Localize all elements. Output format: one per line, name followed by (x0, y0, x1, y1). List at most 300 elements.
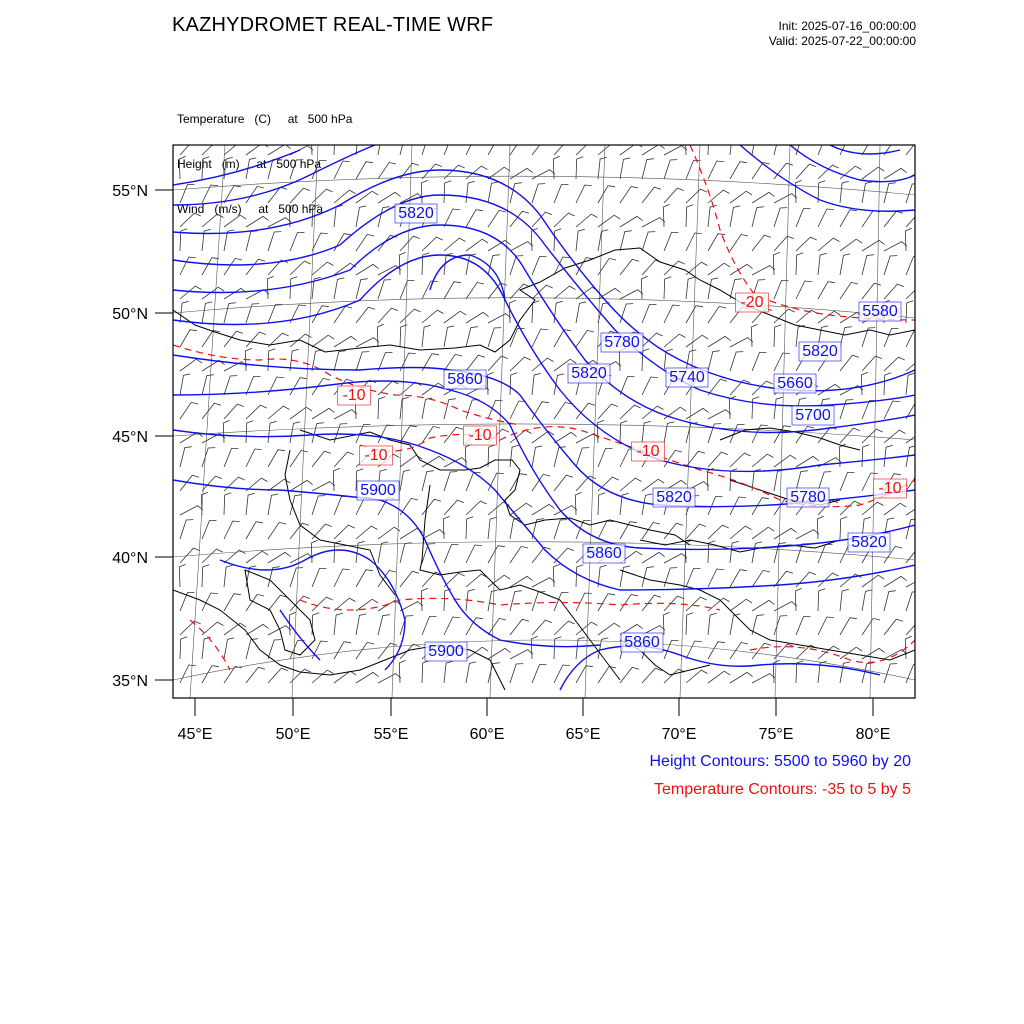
wind-barb (246, 231, 258, 251)
wind-barb (862, 401, 877, 420)
wind-barb (532, 431, 554, 443)
wind-barb (620, 216, 643, 227)
wind-barb (796, 237, 817, 251)
wind-barb (356, 338, 379, 347)
wind-barb (796, 209, 811, 228)
wind-barb (202, 521, 217, 540)
wind-barb (290, 378, 307, 395)
wind-barb (510, 503, 532, 515)
wind-barb (378, 235, 397, 251)
wind-barb (378, 397, 385, 419)
wind-barb (531, 636, 537, 659)
lat-label: 55°N (112, 183, 148, 200)
wind-barb (510, 183, 522, 203)
wind-barb (686, 161, 701, 180)
wind-barb (840, 400, 853, 419)
wind-barb (356, 526, 378, 539)
wind-barb (466, 545, 482, 563)
wind-barb (576, 185, 592, 203)
wind-barb (488, 663, 500, 683)
wind-barb (818, 545, 833, 564)
wind-barb (554, 402, 572, 419)
wind-barb (906, 620, 926, 635)
wind-barb (774, 528, 797, 539)
wind-barb (466, 239, 488, 251)
wind-barb (268, 522, 286, 539)
map-title: KAZHYDROMET REAL-TIME WRF (172, 14, 494, 36)
wind-barb (466, 517, 473, 539)
wind-barb (795, 180, 801, 203)
wind-barb (598, 477, 619, 491)
wind-barb (224, 142, 246, 155)
wind-barb (818, 282, 835, 299)
wind-barb (554, 447, 566, 467)
wind-barb (884, 576, 907, 587)
wind-barb (510, 256, 523, 275)
wind-barb (224, 594, 241, 611)
wind-barb (576, 141, 597, 155)
wind-barb (488, 314, 511, 323)
wind-barb (334, 525, 355, 539)
wind-barb (840, 473, 855, 492)
wind-barb (554, 185, 569, 204)
wind-barb (708, 306, 726, 323)
wind-barb (576, 448, 589, 467)
wind-barb (796, 164, 816, 179)
wind-barb (620, 405, 641, 419)
wind-barb (290, 261, 311, 275)
wind-barb (223, 420, 229, 443)
wind-barb (334, 424, 347, 443)
wind-barb (862, 182, 872, 203)
wind-barb (774, 353, 790, 371)
wind-barb (884, 401, 900, 419)
wind-barb (752, 266, 775, 275)
wind-barb (400, 470, 410, 491)
wind-barb (290, 277, 297, 299)
wind-barb (730, 642, 748, 659)
wind-barb (752, 207, 764, 227)
wind-barb (752, 643, 771, 659)
wind-barb (180, 185, 195, 204)
wind-barb (752, 527, 774, 539)
wind-barb (510, 168, 533, 179)
wind-barb (224, 376, 237, 395)
wind-barb (664, 146, 687, 155)
wind-barb (664, 277, 671, 299)
lon-label: 75°E (758, 726, 794, 743)
wind-barb (685, 132, 691, 155)
wind-barb (620, 259, 639, 275)
wind-barb (290, 568, 303, 587)
wind-barb (444, 282, 461, 299)
wind-barb (642, 187, 661, 203)
wind-barb (906, 578, 929, 587)
wind-barb (400, 602, 423, 611)
wind-barb (268, 450, 285, 467)
wind-barb (334, 410, 357, 419)
wind-barb (752, 542, 762, 563)
wind-barb (400, 571, 419, 587)
wind-barb (598, 215, 620, 227)
contour-label: 5900 (360, 482, 396, 499)
wind-barb (444, 500, 464, 515)
wind-barb (246, 216, 269, 227)
wind-barb (202, 622, 224, 635)
wind-barb (268, 668, 288, 683)
wind-barb (708, 190, 730, 203)
wind-barb (708, 452, 728, 467)
wind-barb (862, 240, 885, 251)
wind-barb (488, 356, 508, 371)
wind-barb (356, 614, 366, 635)
wind-barb (532, 504, 555, 515)
wind-barb (224, 157, 233, 179)
wind-barb (202, 666, 219, 683)
wind-barb (554, 520, 567, 539)
wind-barb (268, 552, 291, 563)
wind-barb (290, 450, 308, 467)
wind-barb (664, 233, 679, 252)
wind-barb (400, 309, 421, 323)
wind-barb (774, 455, 796, 467)
wind-barb (708, 410, 731, 419)
wind-barb (818, 458, 841, 467)
wind-barb (774, 194, 797, 203)
wind-barb (554, 330, 571, 347)
wind-barb (202, 637, 211, 659)
wind-barb (730, 234, 748, 251)
wind-barb (862, 445, 869, 467)
wind-barb (818, 253, 827, 275)
wind-barb (378, 280, 391, 299)
wind-barb (268, 595, 287, 611)
contour-label: -10 (636, 443, 660, 460)
wind-barb (510, 591, 522, 611)
wind-barb (664, 305, 680, 323)
contour-label: 5900 (428, 643, 464, 660)
wind-barb (664, 261, 685, 275)
wind-barb (246, 421, 253, 443)
lat-axis (112, 183, 148, 690)
wind-barb (730, 206, 740, 227)
wind-barb (576, 229, 585, 251)
wind-barb (906, 257, 921, 276)
wind-barb (312, 451, 331, 467)
wind-barb (465, 444, 471, 467)
field-height: Height (m) at 500 hPa (177, 157, 322, 171)
wind-barb (224, 404, 244, 419)
wind-barb (268, 626, 291, 635)
wind-barb (422, 544, 435, 563)
wind-barb (268, 144, 291, 155)
wind-barb (576, 593, 592, 611)
wind-barb (708, 161, 724, 179)
wind-barb (884, 664, 897, 683)
wind-barb (180, 637, 187, 659)
wind-barb (378, 162, 396, 179)
wind-barb (598, 666, 616, 683)
wind-barb (598, 142, 620, 155)
wind-barb (796, 253, 803, 275)
wind-barb (598, 288, 621, 299)
wind-barb (796, 572, 816, 587)
wind-barb (333, 468, 339, 491)
temperature-legend: Temperature Contours: -35 to 5 by 5 (653, 781, 911, 798)
wind-barb (664, 407, 686, 419)
wind-barb (906, 285, 927, 299)
wind-barb (312, 423, 324, 443)
wind-barb (466, 618, 483, 635)
wind-barb (752, 353, 767, 372)
wind-barb (268, 232, 281, 251)
wind-barb (356, 279, 368, 299)
wind-barb (378, 381, 399, 395)
wind-barb (312, 569, 327, 588)
wind-barb (312, 641, 328, 659)
wind-barb (642, 567, 654, 587)
wind-barb (576, 302, 586, 323)
wind-barb (664, 523, 683, 539)
wind-barb (796, 617, 811, 636)
wind-barb (686, 233, 702, 251)
wind-barb (774, 163, 793, 179)
wind-barb (774, 236, 794, 251)
wind-barb (642, 421, 651, 443)
wind-barb (444, 326, 454, 347)
lon-label: 65°E (565, 726, 601, 743)
wind-barb (466, 662, 476, 683)
wind-barb (180, 257, 196, 275)
contour-label: 5820 (571, 365, 607, 382)
wind-barb (906, 592, 919, 611)
wind-barb (598, 449, 613, 468)
wind-barb (444, 137, 459, 156)
wind-barb (290, 422, 300, 443)
wind-barb (576, 622, 598, 635)
wind-barb (224, 565, 233, 587)
wind-barb (642, 406, 664, 419)
wind-barb (554, 140, 574, 155)
wind-barb (752, 454, 774, 467)
wind-barb (510, 284, 530, 299)
wind-barb (532, 184, 545, 203)
wind-barb (840, 181, 849, 203)
wind-barb (686, 189, 707, 203)
contour-label: -10 (342, 387, 366, 404)
wind-barb (290, 233, 305, 252)
contour-label: 5780 (790, 489, 826, 506)
wind-barb (466, 137, 482, 155)
wind-barb (862, 502, 884, 515)
wind-barb (268, 494, 278, 515)
wind-barb (180, 140, 200, 155)
wind-barb (444, 238, 466, 251)
lon-axis (178, 726, 891, 743)
wind-barb (356, 162, 373, 179)
wind-barb (466, 181, 475, 203)
wind-barb (444, 617, 460, 635)
wind-barb (487, 372, 493, 395)
wind-barb (180, 213, 201, 227)
wind-barb (752, 674, 775, 683)
wind-barb (906, 373, 915, 395)
wind-barb (422, 237, 443, 251)
wind-barb (620, 566, 630, 587)
contour-label: 5820 (851, 534, 887, 551)
wind-barb (400, 163, 419, 179)
wind-barb (224, 666, 242, 683)
lon-label: 45°E (177, 726, 213, 743)
wind-barb (400, 455, 422, 467)
wind-barb (444, 472, 457, 491)
wind-barb (488, 517, 497, 539)
wind-barb (224, 623, 246, 635)
wind-barb (862, 138, 879, 155)
wind-barb (422, 661, 429, 683)
wind-barb (642, 552, 665, 563)
contour-label: -20 (740, 294, 764, 311)
wind-barb (575, 492, 581, 515)
wind-barb (906, 358, 928, 371)
wind-barb (224, 288, 247, 299)
wind-barb (708, 525, 729, 539)
wind-barb (268, 640, 281, 659)
wind-barb (818, 238, 840, 251)
wind-barb (884, 284, 904, 299)
wind-barb (180, 374, 190, 395)
wind-barb (906, 212, 926, 227)
wind-barb (356, 570, 373, 587)
wind-barb (840, 517, 847, 539)
wind-barb (334, 205, 343, 227)
wind-barb (620, 478, 642, 491)
lat-label: 45°N (112, 429, 148, 446)
wind-barb (466, 312, 489, 323)
wind-barb (686, 569, 701, 588)
wind-barb (510, 546, 528, 563)
wind-barb (532, 212, 552, 227)
wind-barb (466, 501, 487, 515)
temperature-labels (338, 293, 907, 498)
wind-barb (708, 336, 731, 347)
wind-barb (312, 262, 334, 275)
wind-barb (311, 540, 317, 563)
wind-barb (686, 613, 693, 635)
wind-barb (356, 541, 365, 563)
lon-label: 55°E (373, 726, 409, 743)
wind-barb (488, 210, 506, 227)
wind-barb (730, 570, 747, 587)
wind-barb (532, 329, 548, 347)
wind-barb (598, 521, 614, 539)
wind-barb (422, 325, 431, 347)
wind-barb (642, 305, 657, 324)
wind-barb (620, 377, 635, 396)
wind-barb (532, 665, 547, 684)
wind-barb (774, 616, 787, 635)
wind-barb (620, 304, 633, 323)
wind-barb (334, 452, 354, 467)
wind-barb (708, 613, 717, 635)
wind-barb (862, 283, 881, 299)
wind-barb (642, 232, 655, 251)
wind-barb (686, 277, 695, 299)
wind-barb (796, 281, 812, 299)
wind-barb (818, 589, 825, 611)
wind-barb (334, 351, 346, 371)
wind-barb (246, 449, 262, 467)
wind-barb (752, 192, 775, 203)
wind-barb (840, 282, 858, 299)
wind-barb (378, 542, 388, 563)
wind-barb (290, 641, 305, 660)
wind-barb (202, 549, 223, 563)
wind-barb (377, 324, 383, 347)
wind-barb (356, 264, 379, 275)
wind-barb (510, 138, 528, 155)
wind-barb (202, 157, 209, 179)
wind-barb (553, 564, 559, 587)
wind-barb (466, 282, 484, 299)
contour-label: 5700 (795, 407, 831, 424)
wind-barb (510, 357, 531, 371)
wind-barb (598, 594, 615, 611)
wind-barb (840, 662, 850, 683)
wind-barb (466, 327, 478, 347)
wind-barb (356, 672, 379, 683)
contour-label: 5860 (447, 371, 483, 388)
wind-barb (553, 156, 559, 179)
wind-barb (334, 278, 344, 299)
wind-barb (686, 670, 708, 683)
wind-barb (444, 545, 459, 564)
wind-barb (290, 146, 313, 155)
wind-barb (246, 405, 267, 419)
wind-barb (179, 156, 185, 179)
wind-barb (202, 375, 214, 395)
wind-barb (906, 519, 918, 539)
wind-barb (312, 335, 334, 347)
wind-barb (334, 497, 349, 516)
wind-barb (906, 184, 919, 203)
wind-barb (488, 167, 510, 179)
wind-barb (641, 276, 647, 299)
wind-barb (708, 263, 730, 275)
wind-barb (532, 402, 549, 419)
wind-barb (466, 355, 485, 371)
wind-barb (224, 215, 246, 227)
wind-barb (356, 234, 374, 251)
wind-barb (399, 660, 405, 683)
wind-barb (422, 499, 441, 515)
wind-barb (554, 213, 575, 227)
wind-barb (708, 351, 720, 371)
wind-barb (730, 191, 752, 203)
wind-barb (202, 476, 222, 491)
wind-barb (642, 144, 665, 155)
wind-barb (884, 256, 897, 275)
wind-barb (642, 668, 662, 683)
wind-barb (290, 480, 313, 491)
wind-barb (554, 621, 575, 635)
wind-barb (642, 159, 654, 179)
wind-barb (378, 674, 401, 683)
lon-label: 60°E (469, 726, 505, 743)
wind-barb (752, 425, 768, 443)
height-legend: Height Contours: 5500 to 5960 by 20 (649, 753, 911, 770)
wind-barb (730, 526, 752, 539)
